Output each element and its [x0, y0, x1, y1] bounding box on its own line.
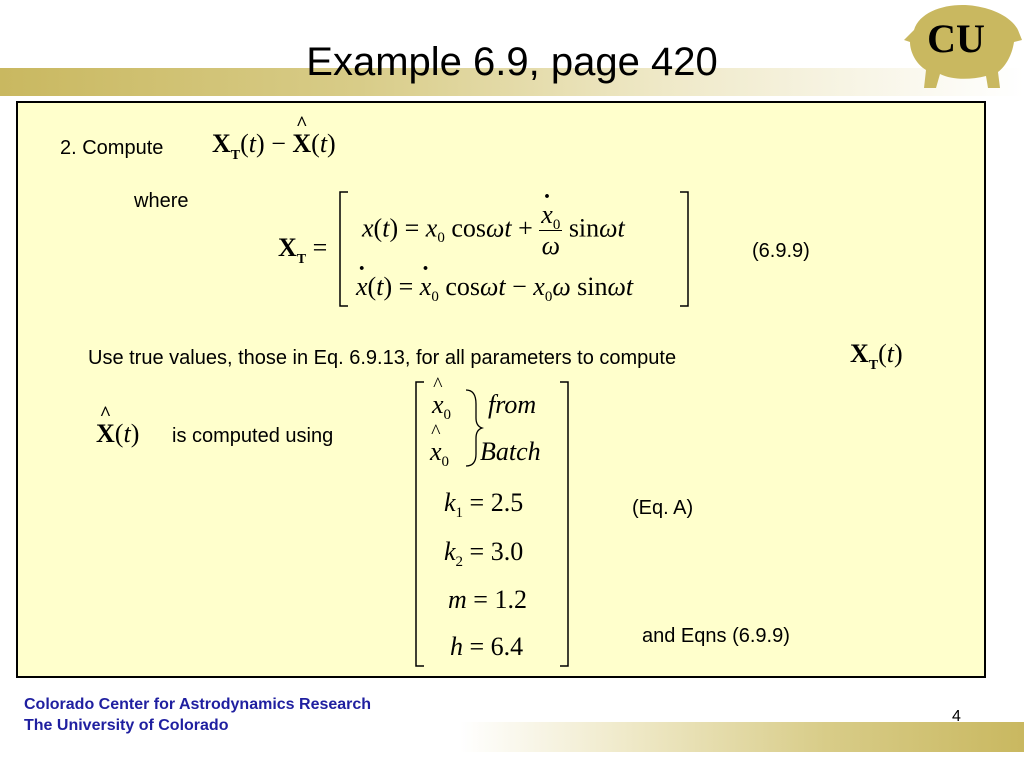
step-label: 2. Compute — [60, 137, 164, 159]
footer-university: The University of Colorado — [24, 717, 229, 734]
use-true-values-text: Use true values, those in Eq. 6.9.13, for all parameters to compute — [88, 347, 677, 369]
k2-row: $k_2 = 3.0$ — [444, 537, 524, 570]
svg-text:CU: CU — [927, 16, 985, 61]
from-label: from — [488, 390, 537, 419]
equation-ref-a: (Eq. A) — [632, 497, 694, 519]
footer-organization: Colorado Center for Astrodynamics Research — [24, 696, 372, 713]
and-eqns-text: and Eqns (6.9.9) — [642, 625, 790, 647]
xdothat0-batch-row: ^ $x_0$ — [430, 437, 449, 467]
xt-inline-expression: $X_T(t)$ — [850, 339, 903, 373]
xt-definition-lhs: $X_T$ = — [278, 233, 328, 267]
compute-expression: $X_T(t)$ − ^ X(t) — [212, 129, 336, 159]
bottom-gold-bar — [460, 722, 1024, 752]
xt-row1: $x(t) = x_0$ cosωt + . $\frac{x_0}{\omega}$ sinωt — [362, 200, 625, 261]
m-row: m = 1.2 — [448, 585, 527, 614]
k1-row: $k_1 = 2.5$ — [444, 488, 524, 521]
is-computed-using-text: is computed using — [172, 425, 334, 447]
equation-ref-699: (6.9.9) — [752, 240, 810, 262]
xt-row2: . x(t) = . $x_0$ $\cos\omega t - x_0\omega$ sinωt — [356, 272, 633, 302]
cu-buffalo-logo-icon — [900, 0, 1024, 96]
where-label: where — [134, 190, 189, 212]
page-number: 4 — [952, 708, 961, 725]
slide-title: Example 6.9, page 420 — [306, 40, 718, 84]
xhat0-from-row: ^ $x_0$ — [432, 390, 451, 420]
batch-label: Batch — [480, 437, 541, 466]
h-row: h = 6.4 — [450, 632, 524, 661]
xhat-expression: ^ X(t) — [96, 419, 139, 449]
